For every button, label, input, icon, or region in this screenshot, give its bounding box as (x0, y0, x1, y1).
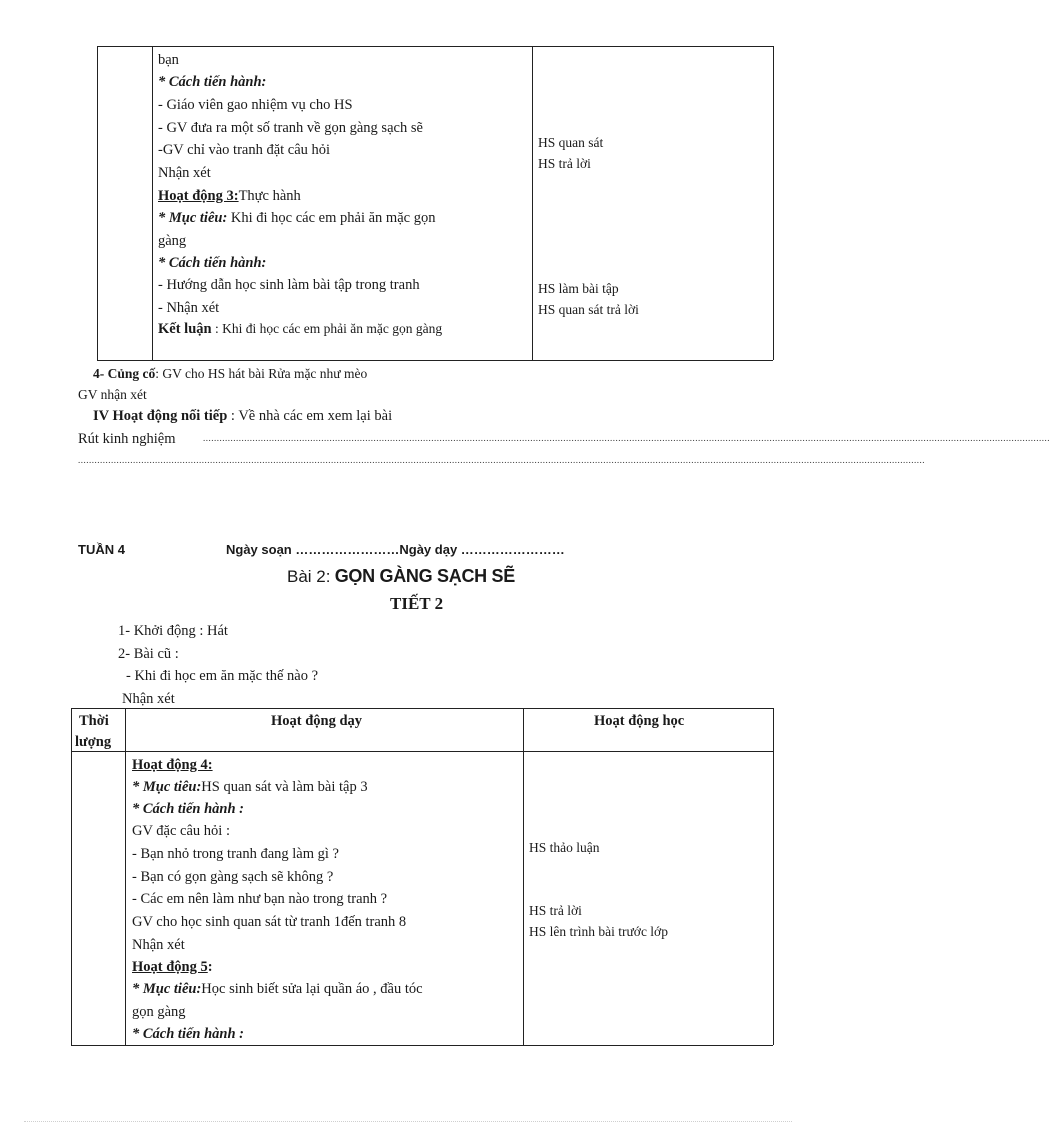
rut-kinh-nghiem: Rút kinh nghiệm (78, 431, 176, 447)
tiet-label: TIẾT 2 (390, 594, 444, 613)
hoat-dong-5 (132, 958, 213, 976)
tuan-label: TUẦN 4 (78, 542, 125, 557)
muc-tieu-text: Khi đi học các em phải ăn mặc gọn (227, 210, 436, 226)
table-border (97, 46, 773, 47)
cell-text: GV đặc câu hỏi : (132, 823, 230, 839)
table-border (97, 46, 98, 360)
cell-text: - Bạn có gọn gàng sạch sẽ không ? (132, 869, 334, 885)
cell-text: HS làm bài tập (538, 281, 619, 296)
table-border (523, 708, 524, 1045)
cell-text: gọn gàng (132, 1004, 186, 1020)
hoat-dong-3 (158, 187, 301, 205)
bai-prefix: Bài 2: (287, 567, 331, 586)
noi-tiep-label: IV Hoạt động nối tiếp (93, 408, 228, 424)
dotted-line: .................................................................................................................................................................................................................................................................................................................... (78, 455, 925, 465)
hoat-dong-5-label: Hoạt động 5 (132, 959, 208, 975)
cell-text: gàng (158, 233, 187, 249)
muc-tieu-5-line (132, 980, 423, 998)
cell-text: - Giáo viên gao nhiệm vụ cho HS (158, 97, 353, 113)
cung-co-label: 4- Củng cố (93, 366, 156, 381)
cell-text: HS quan sát (538, 135, 604, 150)
cung-co-text: : GV cho HS hát bài Rửa mặc như mèo (155, 366, 368, 381)
hoat-dong-4-label: Hoạt động 4: (132, 757, 213, 773)
col-header-thoi: Thời (79, 713, 109, 729)
cell-text: - Các em nên làm như bạn nào trong tranh ? (132, 891, 388, 907)
cell-text: GV cho học sinh quan sát từ tranh 1đến tranh 8 (132, 914, 407, 930)
table-border (152, 46, 153, 360)
ket-luan-line (158, 320, 442, 338)
noi-tiep-line (93, 407, 392, 425)
intro-line: 2- Bài cũ : (118, 646, 179, 662)
table-border (532, 46, 533, 360)
bai-title: GỌN GÀNG SẠCH SẼ (334, 566, 515, 586)
muc-tieu-text: HS quan sát và làm bài tập 3 (201, 779, 368, 795)
cach-tien-hanh-label: * Cách tiến hành : (132, 1026, 244, 1042)
table-border (773, 46, 774, 360)
cach-tien-hanh-label: * Cách tiến hành: (158, 255, 267, 271)
table-border (71, 1045, 773, 1046)
col-header-hoc: Hoạt động học (594, 713, 685, 729)
dots: …………………… (457, 542, 565, 557)
intro-line: - Khi đi học em ăn mặc thế nào ? (126, 668, 319, 684)
lesson-title (287, 567, 515, 586)
table-border (71, 708, 72, 1045)
table-border (71, 751, 773, 752)
gv-nhan-xet: GV nhận xét (78, 387, 147, 402)
dotted-line: .................................................................................................................................................................................................................................................................................................................... (203, 433, 1050, 443)
ngay-day-label: Ngày dạy (399, 542, 458, 557)
ket-luan-label: Kết luận (158, 321, 212, 337)
col-header-luong: lượng (75, 734, 112, 750)
cell-text: bạn (158, 52, 179, 68)
cung-co-line (93, 365, 367, 383)
hoat-dong-3-text: Thực hành (238, 188, 301, 204)
cell-text: - Nhận xét (158, 300, 220, 316)
cell-text: - Hướng dẫn học sinh làm bài tập trong tranh (158, 277, 420, 293)
cell-text: Nhận xét (132, 937, 185, 953)
dots: …………………… (291, 542, 400, 557)
table-border (125, 708, 126, 1045)
table-border (71, 708, 773, 709)
cell-text: HS lên trình bài trước lớp (529, 924, 668, 939)
cach-tien-hanh-label: * Cách tiến hành : (132, 801, 244, 817)
cell-text: Nhận xét (158, 165, 211, 181)
muc-tieu-line (158, 209, 435, 227)
table-border (97, 360, 773, 361)
col-header-day: Hoạt động dạy (271, 713, 363, 729)
intro-line: 1- Khởi động : Hát (118, 623, 228, 639)
muc-tieu-4-line (132, 778, 368, 796)
cell-text: HS trả lời (529, 903, 582, 918)
intro-line: Nhận xét (122, 691, 175, 707)
table-border (773, 708, 774, 1045)
muc-tieu-label: * Mục tiêu: (158, 210, 228, 226)
hoat-dong-3-label: Hoạt động 3: (158, 188, 239, 204)
ngay-soan-label: Ngày soạn (226, 542, 292, 557)
cell-text: - Bạn nhỏ trong tranh đang làm gì ? (132, 846, 339, 862)
muc-tieu-text: Học sinh biết sửa lại quần áo , đầu tóc (201, 981, 423, 997)
cell-text: HS trả lời (538, 156, 591, 171)
cell-text: HS quan sát trả lời (538, 302, 639, 317)
muc-tieu-label: * Mục tiêu: (132, 981, 202, 997)
colon: : (207, 959, 213, 975)
ket-luan-text: : Khi đi học các em phải ăn mặc gọn gàng (211, 321, 443, 336)
date-line (226, 541, 565, 559)
muc-tieu-label: * Mục tiêu: (132, 779, 202, 795)
cell-text: HS thảo luận (529, 840, 600, 855)
cell-text: -GV chỉ vào tranh đặt câu hỏi (158, 142, 331, 158)
cell-text: - GV đưa ra một số tranh về gọn gàng sạch sẽ (158, 120, 423, 136)
page-edge (24, 1121, 792, 1122)
cach-tien-hanh-label: * Cách tiến hành: (158, 74, 267, 90)
noi-tiep-text: : Về nhà các em xem lại bài (227, 408, 393, 424)
